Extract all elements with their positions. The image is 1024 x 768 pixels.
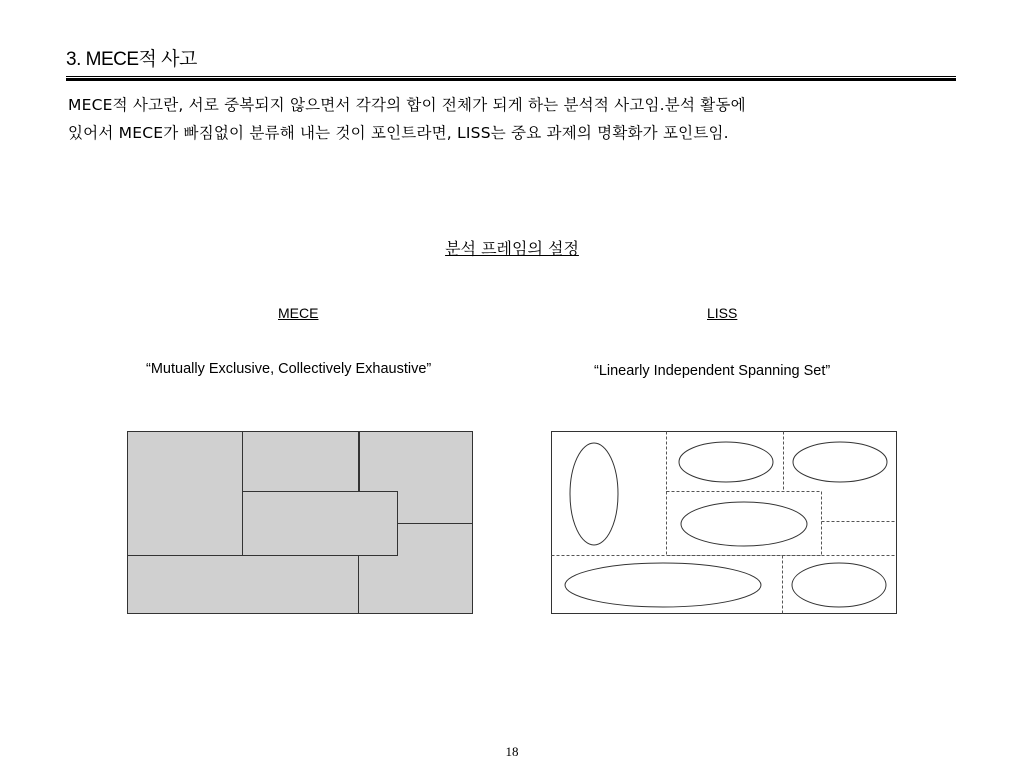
section-heading-text: 분석 프레임의 설정	[445, 239, 579, 258]
mece-center-block	[243, 492, 398, 556]
liss-label: LISS	[707, 305, 738, 321]
title-divider-thin	[66, 76, 956, 77]
mece-label: MECE	[278, 305, 319, 321]
mece-definition: “Mutually Exclusive, Collectively Exhaustive”	[146, 361, 432, 377]
liss-ellipse	[570, 443, 618, 545]
mece-diagram	[127, 431, 474, 615]
page-number: 18	[505, 744, 519, 759]
liss-ellipse	[793, 442, 887, 482]
intro-line-2: 있어서 MECE가 빠짐없이 분류해 내는 것이 포인트라면, LISS는 중요 과제의 명확화가 포인트임.	[68, 124, 729, 142]
liss-ellipse	[565, 563, 761, 607]
liss-definition: “Linearly Independent Spanning Set”	[594, 363, 831, 379]
slide-title: 3. MECE적 사고	[66, 49, 197, 70]
liss-ellipse	[681, 502, 807, 546]
liss-ellipse	[792, 563, 886, 607]
intro-paragraph	[68, 91, 968, 147]
intro-line-1: MECE적 사고란, 서로 중복되지 않으면서 각각의 합이 전체가 되게 하는 분석적 사고임.분석 활동에	[68, 96, 746, 114]
liss-ellipse	[679, 442, 773, 482]
liss-diagram	[551, 431, 898, 615]
section-heading	[0, 236, 1024, 259]
title-divider-thick	[66, 78, 956, 81]
mece-blocks	[128, 432, 473, 614]
